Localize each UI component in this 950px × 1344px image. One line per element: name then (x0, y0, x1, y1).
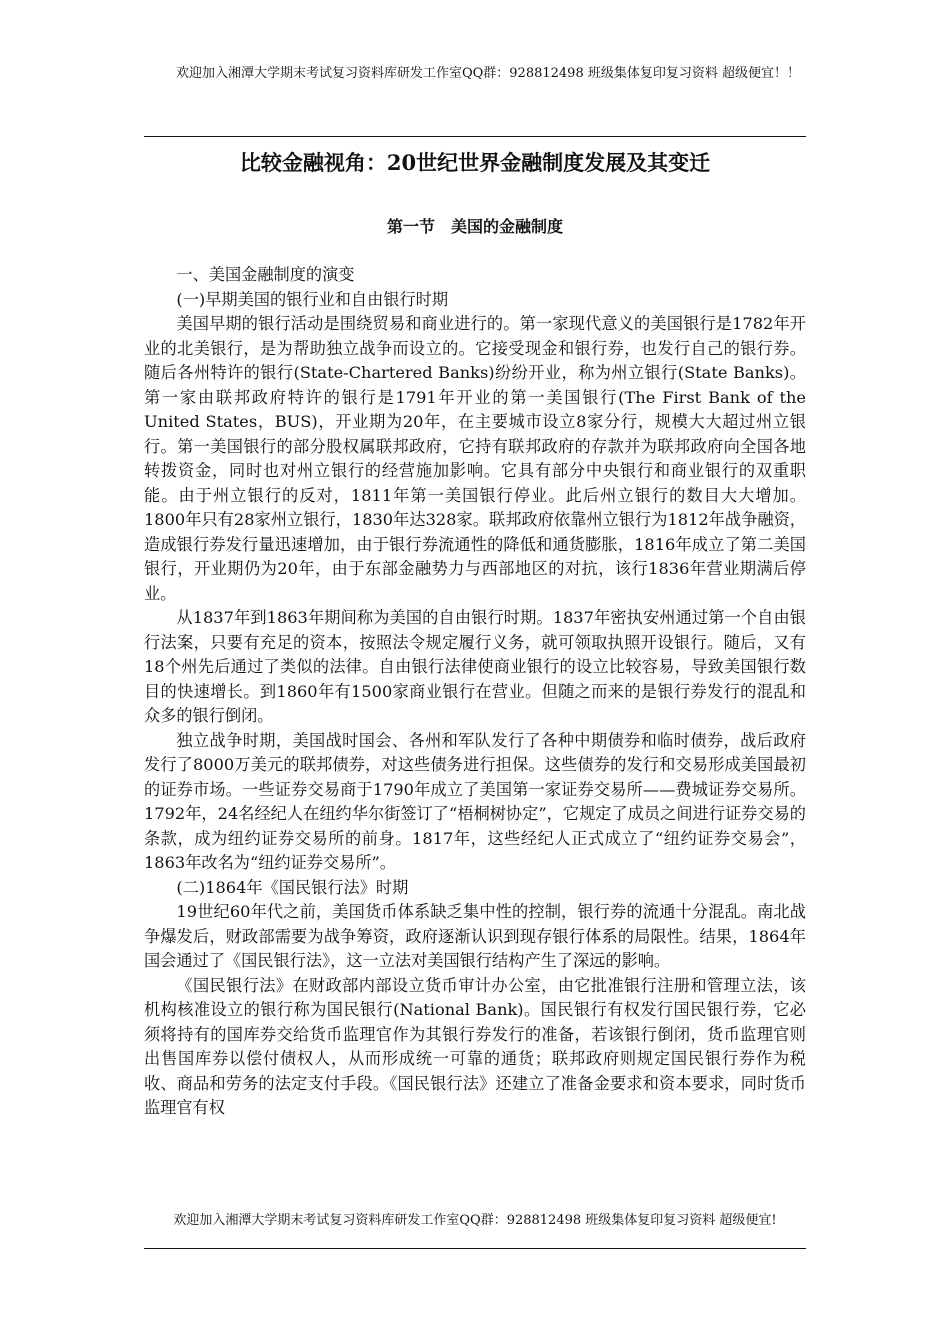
footer-divider (144, 1248, 806, 1249)
heading-level-2: (二)1864年《国民银行法》时期 (176, 877, 409, 897)
section-title: 第一节 美国的金融制度 (386, 217, 563, 236)
page-header: 欢迎加入湘潭大学期末考试复习资料库研发工作室QQ群：928812498 班级集体复印复习资料 超级便宜！！ (175, 66, 800, 81)
body-paragraph: 19世纪60年代之前，美国货币体系缺乏集中性的控制，银行券的流通十分混乱。南北战争爆发后，财政部需要为战争筹资，政府逐渐认识到现存银行体系的局限性。结果，1864年国会通过了《国民银行法》，这一立法对美国银行结构产生了深远的影响。 (144, 902, 806, 970)
body-paragraph: 美国早期的银行活动是围绕贸易和商业进行的。第一家现代意义的美国银行是1782年开业的北美银行，是为帮助独立战争而设立的。它接受现金和银行券，也发行自己的银行券。随后各州特许的银行(State-Chartered Banks)纷纷开业，称为州立银行(State Banks)。第一家由联邦政府特许的银行是1791年开业的第一美国银行(The First Bank of the United States，BUS)，开业期为20年，在主要城市设立8家分行，规模大大超过州立银行。第一美国银行的部分股权属联邦政府，它持有联邦政府的存款并为联邦政府向全国各地转拨资金，同时也对州立银行的经营施加影响。它具有部分中央银行和商业银行的双重职能。由于州立银行的反对，1811年第一美国银行停业。此后州立银行的数目大大增加。1800年只有28家州立银行，1830年达328家。联邦政府依靠州立银行为1812年战争融资，造成银行券发行量迅速增加，由于银行券流通性的降低和通货膨胀，1816年成立了第二美国银行，开业期仍为20年，由于东部金融势力与西部地区的对抗，该行1836年营业期满后停业。 (144, 314, 806, 603)
heading-level-2: (一)早期美国的银行业和自由银行时期 (176, 289, 449, 309)
body-paragraph: 《国民银行法》在财政部内部设立货币审计办公室，由它批准银行注册和管理立法，该机构核准设立的银行称为国民银行(National Bank)。国民银行有权发行国民银行券，它必须将持有的国库券交给货币监理官作为其银行券发行的准备，若该银行倒闭，货币监理官则出售国库券以偿付债权人，从而形成统一可靠的通货；联邦政府则规定国民银行券作为税收、商品和劳务的法定支付手段。《国民银行法》还建立了准备金要求和资本要求，同时货币监理官有权 (144, 975, 806, 1117)
heading-level-1: 一、美国金融制度的演变 (176, 265, 355, 284)
body-paragraph: 从1837年到1863年期间称为美国的自由银行时期。1837年密执安州通过第一个自由银行法案，只要有充足的资本，按照法令规定履行义务，就可领取执照开设银行。随后，又有18个州先后通过了类似的法律。自由银行法律使商业银行的设立比较容易，导致美国银行数目的快速增长。到1860年有1500家商业银行在营业。但随之而来的是银行券发行的混乱和众多的银行倒闭。 (144, 608, 806, 725)
page-footer: 欢迎加入湘潭大学期末考试复习资料库研发工作室QQ群：928812498 班级集体复印复习资料 超级便宜! (173, 1213, 777, 1228)
body-paragraph: 独立战争时期，美国战时国会、各州和军队发行了各种中期债券和临时债券，战后政府发行了8000万美元的联邦债券，对这些债务进行担保。这些债券的发行和交易形成美国最初的证券市场。一些证券交易商于1790年成立了美国第一家证券交易所——费城证券交易所。1792年，24名经纪人在纽约华尔街签订了“梧桐树协定”，它规定了成员之间进行证券交易的条款，成为纽约证券交易所的前身。1817年，这些经纪人正式成立了“纽约证券交易会”，1863年改名为“纽约证券交易所”。 (144, 730, 806, 872)
document-title: 比较金融视角：20世纪世界金融制度发展及其变迁 (239, 150, 711, 175)
document-body (144, 263, 806, 1121)
header-divider (144, 136, 806, 137)
